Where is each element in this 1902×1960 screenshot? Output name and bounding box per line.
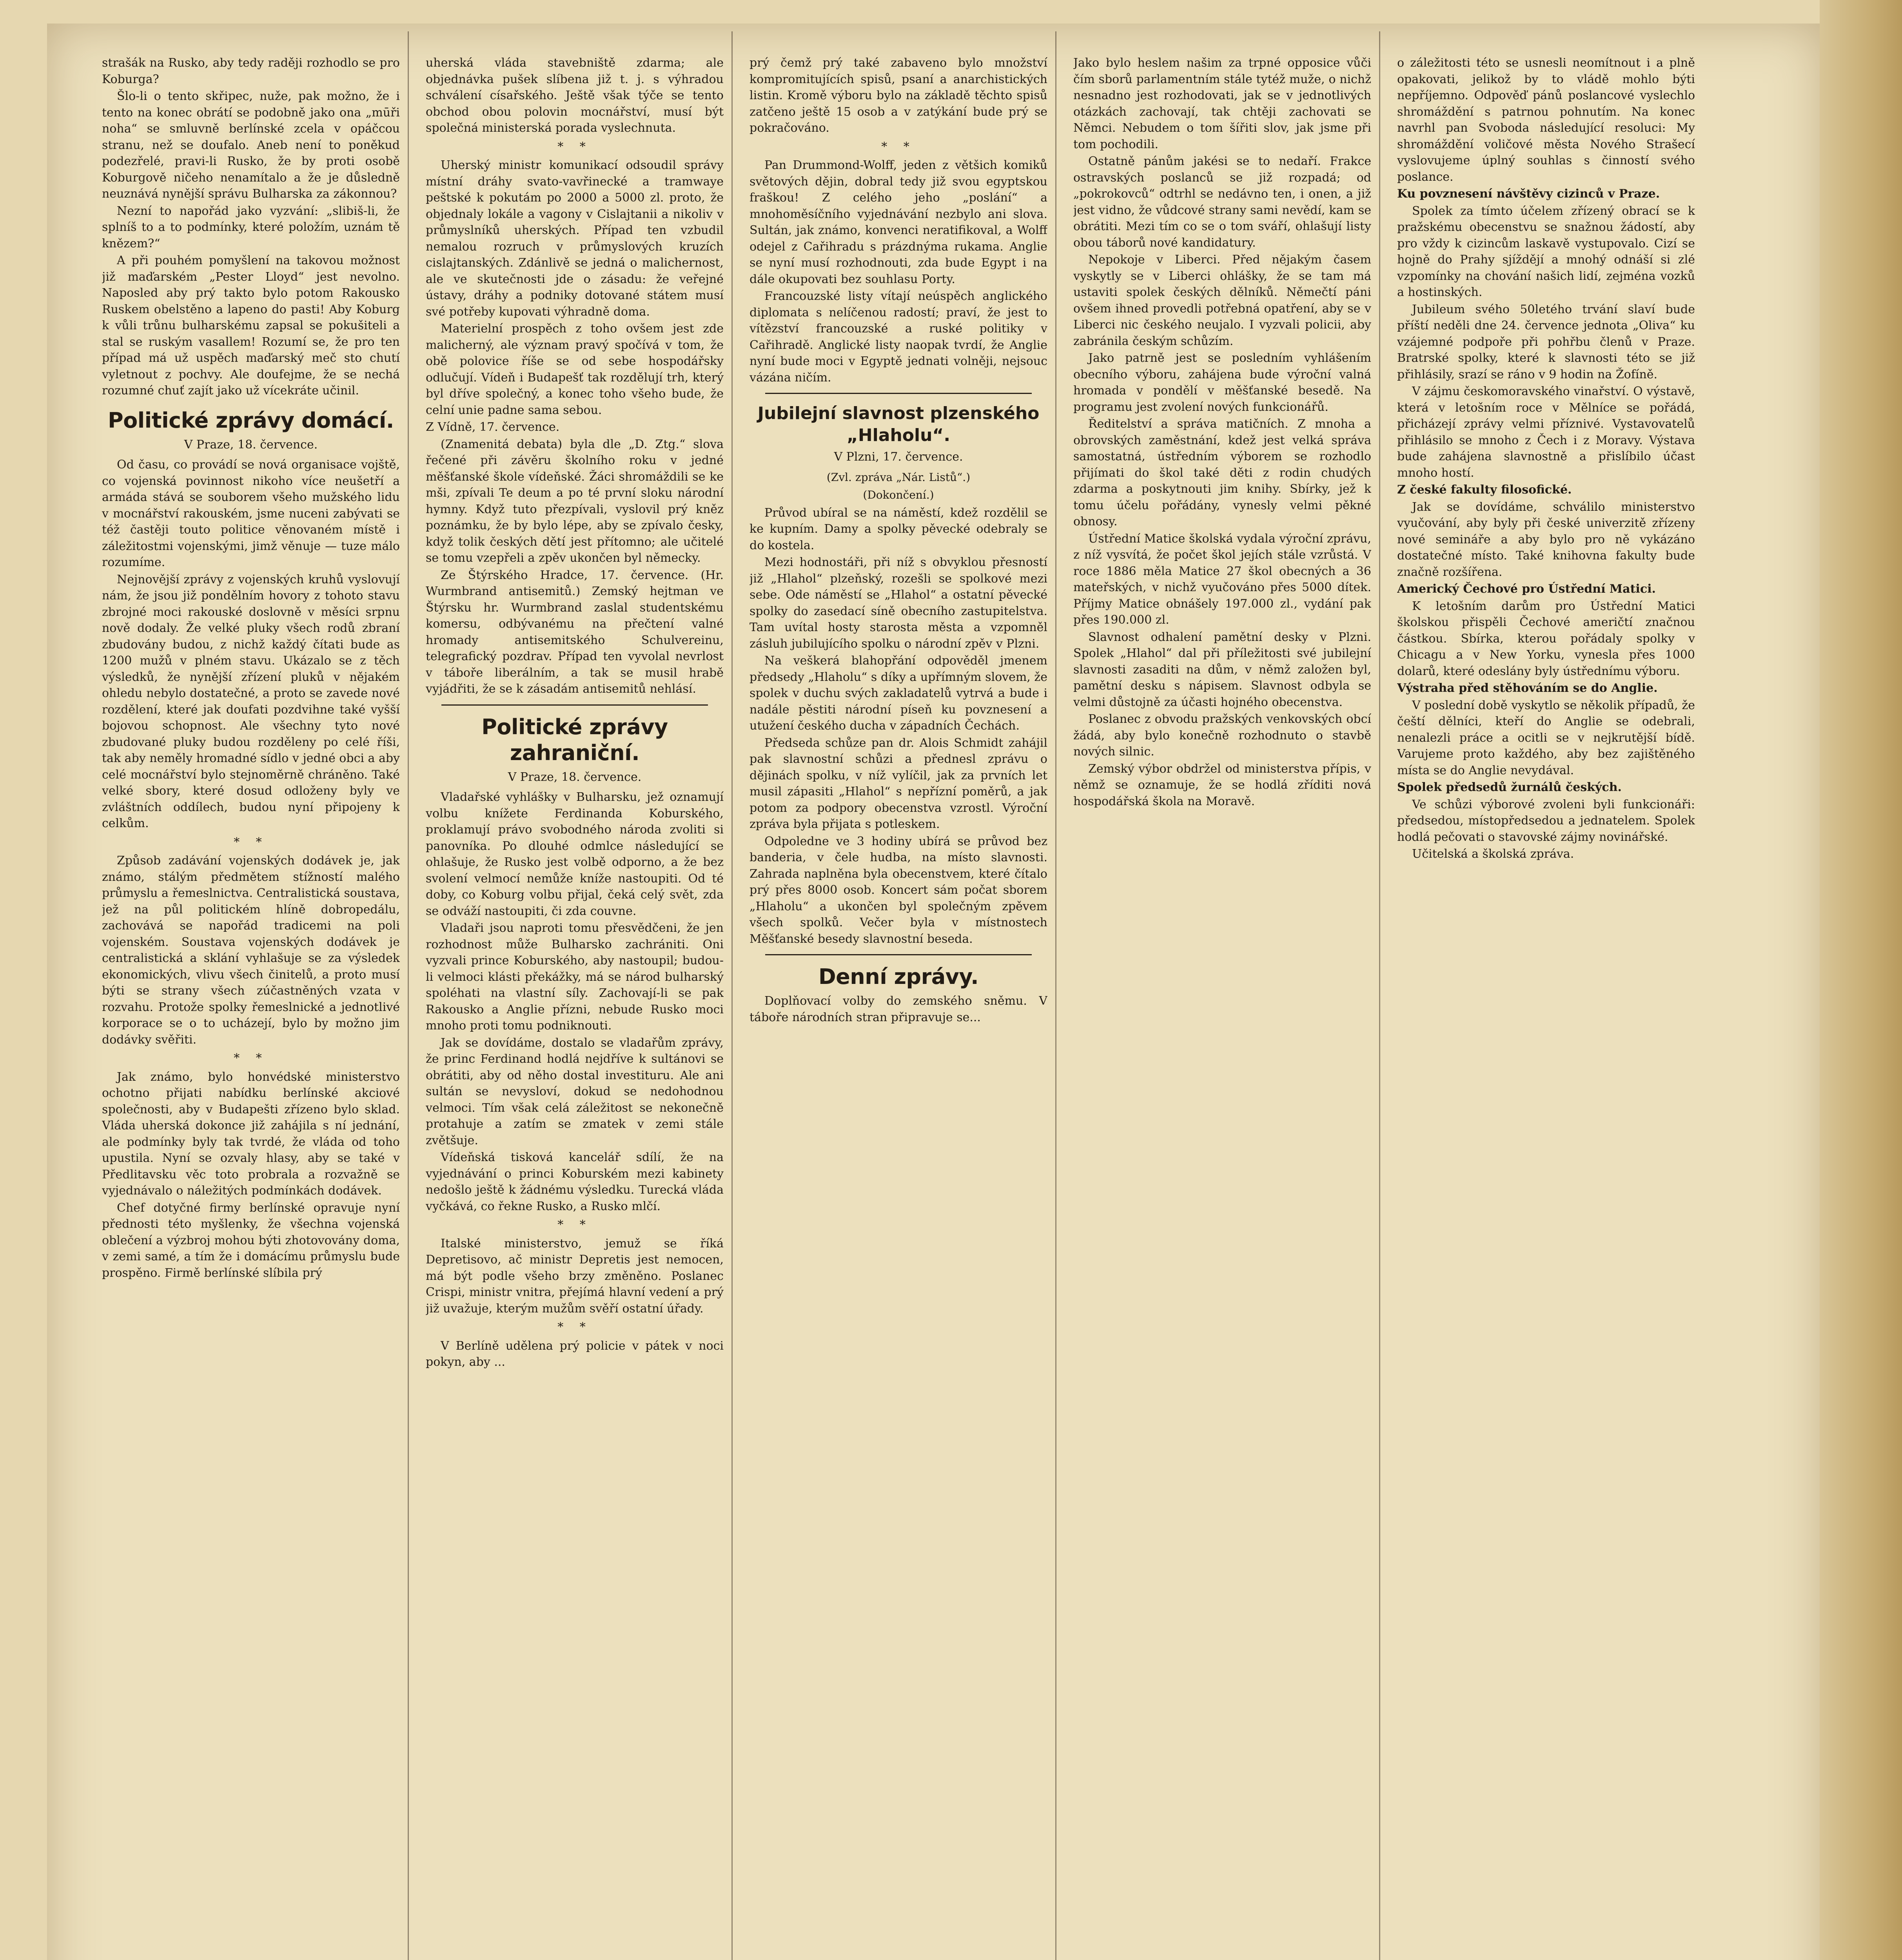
column-divider	[1055, 31, 1056, 1960]
column-2	[426, 55, 724, 1960]
paragraph: Jako bylo heslem našim za trpné opposice vůči čím sborů parlamentním stále tytéž muže, o nichž nesnadno jest rozhodovati, jak se v jednotlivých otázkách zachovají, tak chtěji zachovati se Němci. Nebudem o tom šířiti slov, jak jsme při tom pochodili.	[1073, 56, 1371, 151]
paragraph: Nezní to napořád jako vyzvání: „slibiš-li, že splníš to a to podmínky, které položím, uznám tě knězem?“	[102, 204, 400, 250]
paragraph: Materielní prospěch z toho ovšem jest zde malicherný, ale význam pravý spočívá v tom, že obě polovice říše se od sebe hospodářsky odlučují. Vídeň i Budapešť tak rozdělují trh, který byl dříve společný, a konec toho všeho bude, že celní unie padne sama sebou.	[426, 322, 724, 417]
page-edge	[1820, 0, 1902, 1960]
paragraph: Ve schůzi výborové zvoleni byli funkcionáři: předsedou, místopředsedou a jednatelem. Spolek hodlá pečovati o stavovské zájmy novinářské.	[1397, 797, 1695, 844]
paragraph: Vídeňská tisková kancelář sdílí, že na vyjednávání o princi Koburském mezi kabinety nedošlo ještě k žádnému výsledku. Turecká vláda vyčkává, co řekne Rusko, a Rusko mlčí.	[426, 1151, 724, 1213]
paragraph: Doplňovací volby do zemského sněmu. V táboře národních stran připravuje se...	[750, 994, 1047, 1024]
paragraph: Ostatně pánům jakési se to nedaří. Frakce ostravských poslanců se již rozpadá; od „pokrokovců“ odtrhl se nedávno ten, i onen, a již jest vidno, že vůdcové strany sami nevědí, kam se obrátiti. Mezi tím co se o tom sváří, ohlašují listy obou táborů nové kandidatury.	[1073, 154, 1371, 250]
paragraph: Jak se dovídáme, schválilo ministerstvo vyučování, aby byly při české univerzitě zřízeny nové semináře a aby bylo pro ně vykázáno dostatečné místo. Také knihovna fakulty bude značně rozšířena.	[1397, 500, 1695, 579]
paragraph: o záležitosti této se usnesli neomítnout i a plně opakovati, jelikož by to vládě mohlo býti nepříjemno. Odpověď pánů poslancové vyslechlo shromáždění s patrnou pohnutím. Na konec navrhl pan Svoboda následující resoluci: My shromáždění voličové města Nového Strašecí vyslovujeme úplný souhlas s činností svého poslance.	[1397, 56, 1695, 184]
continuation-note: (Dokončení.)	[863, 488, 934, 501]
dateline: V Plzni, 17. července.	[834, 450, 963, 464]
paragraph: V poslední době vyskytlo se několik případů, že čeští dělníci, kteří do Anglie se odebrali, nenalezli práce a ocitli se v nejkrutější bídě. Varujeme proto každého, aby bez zajištěného místa se do Anglie nevydával.	[1397, 698, 1695, 777]
correspondent-note: (Zvl. zpráva „Nár. Listů“.)	[826, 470, 971, 484]
paragraph: A při pouhém pomyšlení na takovou možnost již maďarském „Pester Lloyd“ jest nevolno. Naposled aby prý takto bylo potom Rakousko Ruskem obelstěno a lapeno do pasti! Aby Koburg k vůli trůnu bulharskému zapsal se pokušiteli a stal se ruským vasallem! Rozumí se, že pro ten případ má už uspěch maďarský meč sto chutí vyletnout z pochvy. Ale doufejme, že se nechá rozumné chuť zajít jako už vícekráte učinil.	[102, 254, 400, 397]
paragraph: Ze Štýrského Hradce, 17. července. (Hr. Wurmbrand antisemitů.) Zemský hejtman ve Štýrsku hr. Wurmbrand zaslal studentskému komersu, odbývanému na přečtení valné hromady antisemitského Schulvereinu, telegrafický pozdrav. Případ ten vyvolal nevrlost v táboře liberálním, a tak se musil hrabě vyjádřiti, že se k zásadám antisemitů nehlásí.	[426, 568, 724, 696]
paragraph: Předseda schůze pan dr. Alois Schmidt zahájil pak slavnostní schůzi a přednesl zprávu o dějinách spolku, v níž vylíčil, jak za prvních let musil zápasiti „Hlahol“ s nepřízní poměrů, a jak potom za podpory obecenstva vzrostl. Výroční zpráva byla přijata s potleskem.	[750, 736, 1047, 831]
paragraph: Odpoledne ve 3 hodiny ubírá se průvod bez banderia, v čele hudba, na místo slavnosti. Zahrada naplněna byla obecenstvem, které čítalo prý přes 8000 osob. Koncert sám počat sborem „Hlaholu“ a ukončen byl společným zpěvem všech spolků. Večer byla v místnostech Měšťanské besedy slavnostní beseda.	[750, 834, 1047, 946]
separator-stars: * *	[557, 1218, 592, 1232]
paragraph: Uherský ministr komunikací odsoudil správy místní dráhy svato-vavřinecké a tramwaye peštské k pokutám po 2000 a 5000 zl. proto, že objednaly lokále a vagony v Cislajtanii a nikoliv v průmyslníků uherských. Případ ten vzbudil nemalou rozruch v průmyslových kruzích cislajtanských. Zdánlivě se jedná o malichernost, ale ve skutečnosti jde o zásadu: že veřejné ústavy, dráhy a podniky dotované státem musí své potřeby kupovati výhradně doma.	[426, 158, 724, 319]
paragraph: Vladaři jsou naproti tomu přesvědčeni, že jen rozhodnost může Bulharsko zachrániti. Oni vyzvali prince Koburského, aby nastoupil; budou-li velmoci klásti překážky, má se národ bulharský spoléhati na vlastní síly. Zachovají-li se pak Rakousko a Anglie přízni, nebude Rusko moci mnoho proti tomu podniknouti.	[426, 921, 724, 1033]
paragraph: Ředitelství a správa matičních. Z mnoha a obrovských zaměstnání, kdež jest velká správa samostatná, ústředním výborem se rozhodlo přijímati do škol také děti z rodin chudých zdarma a poskytnouti jim knihy. Sbírky, jež k tomu účelu pořádány, vynesly velmi pěkné obnosy.	[1073, 417, 1371, 528]
section-heading-jubilee: Jubilejní slavnost plzenského „Hlaholu“.	[757, 403, 1040, 445]
paragraph: (Znamenitá debata) byla dle „D. Ztg.“ slova řečené při závěru školního roku v jedné měšťanské škole vídeňské. Žáci shromáždili se ke mši, zpívali Te deum a po té první sloku národní hymny. Když tuto přezpívali, vyslovil prý kněz poznámku, že by bylo lépe, aby se zpívalo česky, když tolik českých dětí jest přítomno; ale učitelé se tomu vzepřeli a zpěv ukončen byl německy.	[426, 437, 724, 565]
paragraph: Nepokoje v Liberci. Před nějakým časem vyskytly se v Liberci ohlášky, že se tam má ustaviti spolek českých dělníků. Němečtí páni ovšem ihned provedli potřebná opatření, aby se v Liberci nic českého neujalo. I vyzvali policii, aby zabránila českým schůzím.	[1073, 253, 1371, 348]
paragraph: Italské ministerstvo, jemuž se říká Depretisovo, ač ministr Depretis jest nemocen, má být podle všeho brzy změněno. Poslanec Crispi, ministr vnitra, přejímá hlavní vedení a prý již uvažuje, kterým mužům svěří ostatní úřady.	[426, 1236, 724, 1316]
separator-stars: * *	[234, 1051, 268, 1065]
separator-stars: * *	[557, 1320, 592, 1334]
paragraph: Zemský výbor obdržel od ministerstva přípis, v němž se oznamuje, že se hodlá zříditi nová hospodářská škola na Moravě.	[1073, 762, 1371, 808]
column-divider	[731, 31, 733, 1960]
separator-stars: * *	[234, 835, 268, 849]
column-divider	[408, 31, 409, 1960]
dateline: V Praze, 18. července.	[508, 770, 642, 784]
paragraph: Jako patrně jest se posledním vyhlášením obecního výboru, zahájena bude výroční valná hromada v pondělí v měšťanské besedě. Na programu jest zvolení nových funkcionářů.	[1073, 351, 1371, 414]
paragraph: Šlo-li o tento skřipec, nuže, pak možno, že i tento na konec obrátí se podobně jako ona „mūři noha“ se smluvně berlínské zcela v opáčcou stranu, než se doufalo. Aneb není to poněkud podezřelé, pravi-li Rusko, že by proti osobě Koburgově ničeho nenamítalo a že je důsledně neuznává nynější správu Bulharska za zákonnou?	[102, 89, 400, 201]
divider	[441, 704, 708, 706]
paragraph: strašák na Rusko, aby tedy raději rozhodlo se pro Koburga?	[102, 56, 400, 86]
section-heading-domestic: Politické zprávy domácí.	[108, 408, 394, 433]
paragraph: Slavnost odhalení pamětní desky v Plzni. Spolek „Hlahol“ dal při příležitosti své jubilejní slavnosti zasaditi na dům, v němž založen byl, pamětní desku s nápisem. Slavnost odbyla se velmi důstojně za účasti hojného obecenstva.	[1073, 630, 1371, 709]
paragraph: Jak se dovídáme, dostalo se vladařům zprávy, že princ Ferdinand hodlá nejdříve k sultánovi se obrátiti, aby od něho dostal investituru. Ale ani sultán se nevysloví, dokud se nedohodnou velmoci. Tím však celá záležitost se nekonečně protahuje a zatím se zmatek v zemi stále zvětšuje.	[426, 1036, 724, 1147]
paragraph: Jak známo, bylo honvédské ministerstvo ochotno přijati nabídku berlínské akciové společnosti, aby v Budapešti zřízeno bylo sklad. Vláda uherská dokonce již zahájila s ní jednání, ale podmínky byly tak tvrdé, že vláda od toho upustila. Nyní se ozvaly hlasy, aby se také v Předlitavsku věc toto probrala a rozvažně se vyjednávalo o náležitých podmínkách dodávek.	[102, 1070, 400, 1198]
column-5	[1397, 55, 1695, 1960]
paragraph: Spolek za tímto účelem zřízený obrací se k pražskému obecenstvu se snažnou žádostí, aby pro vždy k cizincům laskavě vystupovalo. Cizí se hojně do Prahy sjíždějí a mnohý odnáší si zlé vzpomínky na chování našich lidí, zejména vozků a hostinských.	[1397, 204, 1695, 299]
item-heading: Spolek předsedů žurnálů českých.	[1397, 780, 1622, 794]
column-4	[1073, 55, 1371, 1960]
paragraph: prý čemž prý také zabaveno bylo množství kompromitujících spisů, psaní a anarchistických listin. Kromě výboru bylo na základě těchto spisů zatčeno ještě 15 osob a v zatýkání bude prý se pokračováno.	[750, 56, 1047, 135]
paragraph: Způsob zadávání vojenských dodávek je, jak známo, stálým předmětem stížností malého průmyslu a řemeslnictva. Centralistická soustava, jež na půl politickém hlíně dobropedálu, zachovává se napořád tradicemi na poli vojenském. Soustava vojenských dodávek je centralistická a sklání vyhlašuje se za výsledek ekonomických, vlivu všech činitelů, a proto musí býti se strany všech zúčastněných vzata v rozvahu. Protože spolky řemeslnické a jednotlivé korporace se o to ucházejí, bylo by možno jim dodávky svěřiti.	[102, 854, 400, 1047]
paragraph: Poslanec z obvodu pražských venkovských obcí žádá, aby bylo konečně rozhodnuto o stavbě nových silnic.	[1073, 712, 1371, 759]
paragraph: Průvod ubíral se na náměstí, kdež rozdělil se ke kupním. Damy a spolky pěvecké odebraly se do kostela.	[750, 506, 1047, 552]
separator-stars: * *	[881, 140, 916, 154]
paragraph: Chef dotyčné firmy berlínské opravuje nyní přednosti této myšlenky, že všechna vojenská oblečení a výzbroj mohou býti zhotovovány doma, v zemi samé, a tím že i domácímu průmyslu bude prospěno. Firmě berlínské slíbila prý	[102, 1201, 400, 1280]
paragraph: Pan Drummond-Wolff, jeden z většich komiků světových dějin, dobral tedy již svou egyptskou fraškou! Z celého jeho „poslání“ a mnohoměsíčního vyjednávání nezbylo ani slova. Sultán, jak známo, konvenci neratifikoval, a Wolff odejel z Cařihradu s prázdnýma rukama. Anglie se nyní musí rozhodnouti, zda bude Egypt i na dále okupovati bez souhlasu Porty.	[750, 158, 1047, 286]
paragraph: Od času, co provádí se nová organisace vojště, co vojenská povinnost nikoho více neušetří a armáda stává se souborem všeho mužského lidu v mocnářství rakouském, jsme nuceni zabývati se též častěji touto politice věnovaném místě i záležitostmi vojenskými, jimž věnuje — tuze málo rozumíme.	[102, 458, 400, 569]
paragraph: Francouzské listy vítají neúspěch anglického diplomata s nelíčenou radostí; praví, že jest to vítězství francouzské a ruské politiky v Cařihradě. Anglické listy naopak tvrdí, že Anglie nyní bude moci v Egyptě jednati volněji, nejsouc vázána ničím.	[750, 289, 1047, 385]
item-heading: Z české fakulty filosofické.	[1397, 483, 1572, 497]
paragraph: V Berlíně udělena prý policie v pátek v noci pokyn, aby ...	[426, 1339, 724, 1369]
paragraph: uherská vláda stavebniště zdarma; ale objednávka pušek slíbena již t. j. s výhradou schválení císařského. Ještě však týče se tento obchod obou polovin mocnářství, musí být společná ministerská porada vyslechnuta.	[426, 56, 724, 135]
dateline: Z Vídně, 17. července.	[426, 420, 560, 434]
paragraph: Vladařské vyhlášky v Bulharsku, jež oznamují volbu knížete Ferdinanda Koburského, proklamují právo svobodného národa zvoliti si panovníka. Po dlouhé odmlce následující se ohlašuje, že Rusko jest volbě odporno, a že bez svolení velmocí nemůže kníže nastoupiti. Od té doby, co Koburg volbu přijal, čeká celý svět, zda se odváží nastoupiti, či zda couvne.	[426, 790, 724, 918]
paragraph: Učitelská a školská zpráva.	[1412, 847, 1574, 861]
item-heading: Ku povznesení návštěvy cizinců v Praze.	[1397, 187, 1660, 201]
paragraph: Jubileum svého 50letého trvání slaví bude příští neděli dne 24. července jednota „Oliva“ ku vzájemné podpoře při pohřbu členů v Praze. Bratrské spolky, které k slavnosti této se již přihlásily, srazí se ráno v 9 hodin na Žofíně.	[1397, 302, 1695, 381]
paragraph: Na veškerá blahopřání odpověděl jmenem předsedy „Hlaholu“ s díky a upřímným slovem, že spolek v duchu svých zakladatelů vytrvá a bude i nadále pěstiti národní píseň ku povznesení a utužení českého ducha v západních Čechách.	[750, 654, 1047, 733]
section-heading-foreign: Politické zprávy zahraniční.	[481, 714, 668, 765]
divider	[765, 954, 1032, 955]
item-heading: Výstraha před stěhováním se do Anglie.	[1397, 681, 1658, 695]
column-3	[750, 55, 1047, 1960]
paragraph: Nejnovější zprávy z vojenských kruhů vyslovují nám, že jsou již pondělním hovory z tohoto stavu zbrojné moci rakouské doslovně v měsíci srpnu nově dodaly. Že velké pluky všech rodů zbraní zbudovány budou, z nichž každý čítati bude as 1200 mužů v plném stavu. Ukázalo se z těch výsledků, že nynější zřízení pluků v nějakém ohledu nebylo dostatečné, a proto se zavede nové rozdělení, které jak doufati pozdvihne také vyšší bojovou schopnost. Ale všechny tyto nové zbudované pluky budou rozděleny po celé říši, tak aby neměly hromadné sídlo v jedné obci a aby celé mocnářství bylo stejnoměrně chráněno. Také velké sbory, které dosud odloženy byly ve zvláštních oddílech, budou nyní připojeny k celkům.	[102, 572, 400, 830]
dateline: V Praze, 18. července.	[184, 437, 318, 452]
divider	[765, 393, 1032, 394]
column-1	[102, 55, 400, 1960]
section-heading-daily-news: Denní zprávy.	[818, 964, 979, 989]
paragraph: V zájmu českomoravského vinařství. O výstavě, která v letošním roce v Mělníce se pořádá, přicházejí zprávy velmi příznivé. Vystavovatelů přihlásilo se mnoho z Čech i z Moravy. Výstava bude zahájena slavnostně a přislíbilo účast mnoho hostí.	[1397, 385, 1695, 480]
paragraph: K letošním darům pro Ústřední Matici školskou přispěli Čechové američtí značnou částkou. Sbírka, kterou pořádaly spolky v Chicagu a v New Yorku, vynesla přes 1000 dolarů, které odeslány byly ústřednímu výboru.	[1397, 599, 1695, 678]
column-divider	[1379, 31, 1380, 1960]
separator-stars: * *	[557, 140, 592, 154]
item-heading: Americký Čechové pro Ústřední Matici.	[1397, 582, 1656, 596]
paragraph: Ústřední Matice školská vydala výroční zprávu, z níž vysvítá, že počet škol jejích stále vzrůstá. V roce 1886 měla Matice 27 škol obecných a 36 mateřských, v nichž vyučováno přes 5000 dítek. Příjmy Matice obnášely 197.000 zl., vydání pak přes 190.000 zl.	[1073, 532, 1371, 627]
paragraph: Mezi hodnostáři, při níž s obvyklou přesností již „Hlahol“ plzeňský, rozešli se spolkové mezi sebe. Ode náměstí se „Hlahol“ a ostatní pěvecké spolky do zasedací síně obecního zastupitelstva. Tam uvítal hosty starosta města a vzpomněl zásluh jubilujícího spolku o národní zpěv v Plzni.	[750, 555, 1047, 651]
